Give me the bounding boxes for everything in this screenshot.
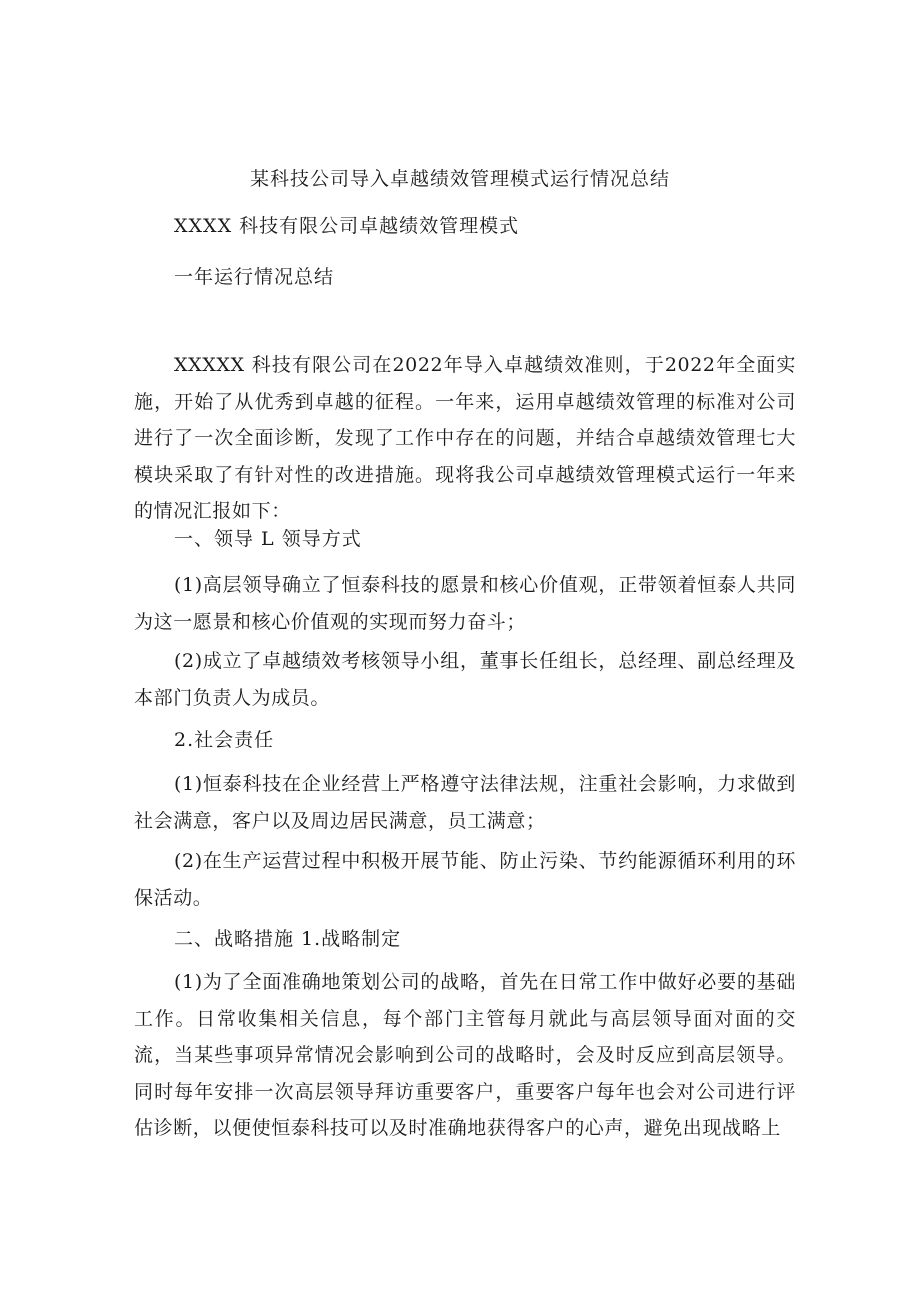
section-heading-social-responsibility: 2.社会责任	[174, 729, 275, 751]
company-subtitle: XXXX 科技有限公司卓越绩效管理模式	[174, 215, 520, 237]
social-responsibility-item-1: (1)恒泰科技在企业经营上严格遵守法律法规，注重社会影响，力求做到社会满意，客户以及周边居民满意，员工满意；	[134, 773, 796, 832]
section-heading-leadership: 一、领导 L 领导方式	[174, 528, 362, 550]
social-responsibility-item-2: (2)在生产运营过程中积极开展节能、防止污染、节约能源循环利用的环保活动。	[134, 850, 796, 909]
leadership-item-2: (2)成立了卓越绩效考核领导小组，董事长任组长，总经理、副总经理及本部门负责人为成员。	[134, 650, 796, 709]
document-title: 某科技公司导入卓越绩效管理模式运行情况总结	[249, 168, 670, 190]
report-subtitle: 一年运行情况总结	[174, 266, 335, 288]
strategy-item-1: (1)为了全面准确地策划公司的战略，首先在日常工作中做好必要的基础工作。日常收集相关信息，每个部门主管每月就此与高层领导面对面的交流，当某些事项异常情况会影响到公司的战略时，会及时反应到高层领导。同时每年安排一次高层领导拜访重要客户，重要客户每年也会对公司进行评估诊断，以便使恒泰科技可以及时准确地获得客户的心声，避免出现战略上	[134, 971, 796, 1140]
section-heading-strategy: 二、战略措施 1.战略制定	[174, 928, 402, 950]
intro-paragraph: XXXXX 科技有限公司在2022年导入卓越绩效准则，于2022年全面实施，开始了从优秀到卓越的征程。一年来，运用卓越绩效管理的标准对公司进行了一次全面诊断，发现了工作中存在的问题，并结合卓越绩效管理七大模块采取了有针对性的改进措施。现将我公司卓越绩效管理模式运行一年来的情况汇报如下：	[134, 354, 796, 523]
leadership-item-1: (1)高层领导确立了恒泰科技的愿景和核心价值观，正带领着恒泰人共同为这一愿景和核心价值观的实现而努力奋斗；	[134, 574, 796, 633]
